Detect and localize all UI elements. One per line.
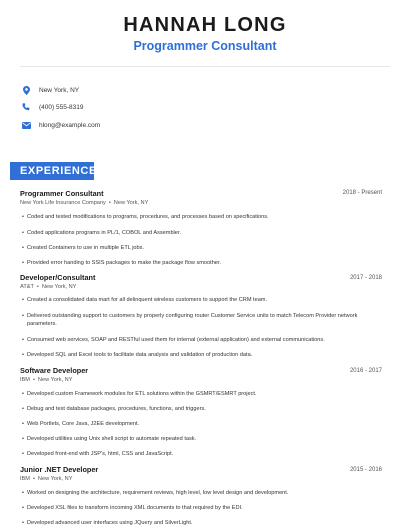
job-bullet: • Debug and test database packages, procedures, functions, and triggers.	[22, 406, 206, 412]
contact-location	[21, 84, 79, 96]
job-title: Programmer Consultant	[20, 189, 104, 198]
company-name: AT&T	[20, 284, 34, 290]
job-bullet: • Developed custom Framework modules for ETL solutions within the GSMRT/ESMRT project.	[22, 391, 257, 397]
job-bullet: • Developed utilities using Unix shell script to automate repeated task.	[22, 436, 197, 442]
job-company: IBM • New York, NY	[20, 377, 73, 383]
location-icon	[21, 85, 31, 95]
job-bullet: • Delivered outstanding support to customers by properly configuring router Customer Service units to match Telecom Provider network parameters.	[22, 313, 358, 327]
job-title: Developer/Consultant	[20, 273, 96, 282]
candidate-title: Programmer Consultant	[133, 39, 277, 53]
job-bullet: • Coded applications programs in PL/1, COBOL and Assembler.	[22, 230, 182, 236]
job-bullet: • Web Portlets, Core Java, J2EE development.	[22, 421, 140, 427]
candidate-name: HANNAH LONG	[123, 14, 287, 36]
contact-email	[21, 119, 100, 131]
job-company: AT&T • New York, NY	[20, 284, 77, 290]
section-heading-experience: EXPERIENCE	[10, 162, 94, 180]
job-title: Software Developer	[20, 366, 89, 375]
job-bullet: • Created a consolidated data mart for all delinquent wireless customers to support the CRM team.	[22, 297, 268, 303]
job-bullet: • Developed advanced user interfaces using JQuery and SilverLight.	[22, 520, 193, 526]
contact-location-text: New York, NY	[39, 86, 80, 94]
job-bullet: • Developed XSL files to transform incoming XML documents to that required by the EDI.	[22, 505, 243, 511]
job-dates: 2015 - 2016	[349, 467, 382, 473]
contact-phone	[21, 101, 83, 113]
company-location: New York, NY	[37, 377, 73, 383]
company-location: New York, NY	[113, 200, 149, 206]
job-bullet: • Coded and tested modifications to programs, procedures, and processes based on specifications.	[22, 214, 269, 220]
company-location: New York, NY	[37, 476, 73, 482]
job-bullet: • Created Containers to use in multiple ETL jobs.	[22, 245, 145, 251]
company-name: New York Life Insurance Company	[20, 200, 106, 206]
job-dates: 2016 - 2017	[349, 368, 382, 374]
contact-phone-text: (400) 555-8319	[39, 103, 84, 111]
email-icon	[21, 120, 31, 130]
contact-email-text: hlong@example.com	[39, 121, 101, 129]
job-dates: 2017 - 2018	[349, 275, 382, 281]
job-bullet: • Provided error handing to SSIS packages to make the package flow smoother.	[22, 260, 222, 266]
job-bullet: • Developed SQL and Excel tools to facilitate data analysis and validation of production data.	[22, 352, 253, 358]
job-bullet: • Worked on designing the architecture, requirement reviews, high level, low level design and development.	[22, 490, 289, 496]
job-bullet: • Consumed web services, SOAP and RESTful used them for internal (external application) and external communications.	[22, 337, 325, 343]
phone-icon	[21, 102, 31, 112]
company-location: New York, NY	[41, 284, 77, 290]
company-name: IBM	[20, 476, 30, 482]
job-company: IBM • New York, NY	[20, 476, 73, 482]
job-title: Junior .NET Developer	[20, 465, 99, 474]
header-divider	[20, 66, 390, 67]
job-dates: 2018 - Present	[342, 190, 382, 196]
company-name: IBM	[20, 377, 30, 383]
job-company: New York Life Insurance Company • New York, NY	[20, 200, 149, 206]
job-bullet: • Developed front-end with JSP's, html, CSS and JavaScript.	[22, 451, 174, 457]
